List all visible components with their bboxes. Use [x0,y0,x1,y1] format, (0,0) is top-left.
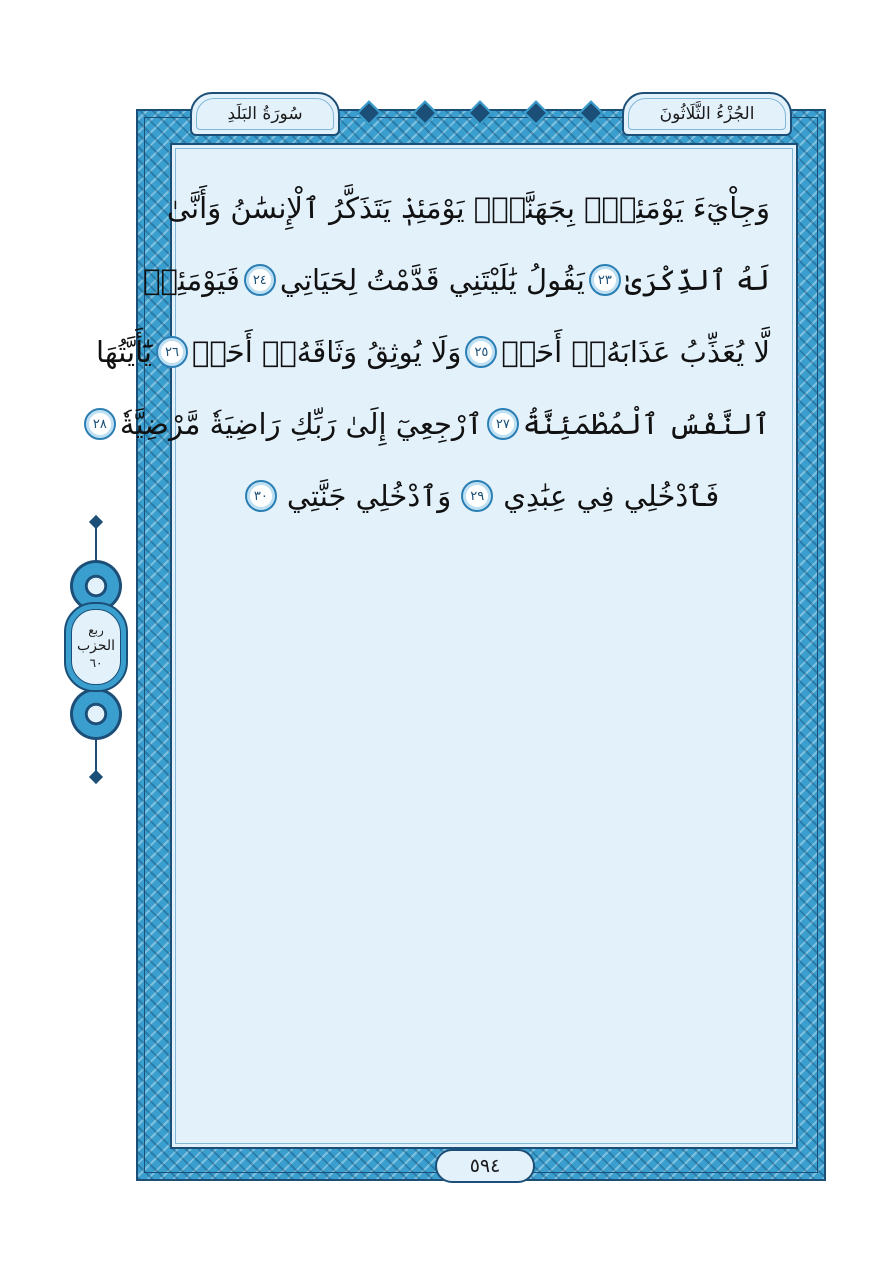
verse-text: وَجِاْيٓءَ يَوْمَئِذِۭ بِجَهَنَّمَۚ يَوْمَئِذٖ يَتَذَكَّرُ ٱلْإِنسَٰنُ وَأَنَّىٰ [166,190,770,225]
ayah-number-marker: ٢٩ [461,480,493,512]
ornament-diamond [412,100,437,125]
stem-diamond-icon [89,515,103,529]
verse-text: لَهُ ٱلذِّكْرَىٰ [624,262,770,297]
ayah-number-marker: ٣٠ [245,480,277,512]
verse-line-5 [190,460,770,532]
ornament-diamond [356,100,381,125]
verse-text: ٱلنَّفْسُ ٱلْمُطْمَئِنَّةُ [522,406,770,441]
ayah-number-marker: ٢٦ [156,336,188,368]
hizb-marker-label [71,609,121,685]
verse-line-2 [143,244,770,316]
ayah-number-marker: ٢٣ [589,264,621,296]
hizb-rosette-icon [70,688,122,740]
verse-text: يَٰٓأَيَّتُهَا [96,334,152,369]
juz-title: الجُزْءُ الثَّلَاثُونَ [659,104,755,124]
stem-diamond-icon [89,770,103,784]
page-number-text: ٥٩٤ [469,1155,501,1177]
verses-block [92,172,770,532]
verse-line-4 [92,388,770,460]
hizb-number: ٦٠ [89,655,103,670]
ayah-number-marker: ٢٧ [487,408,519,440]
verse-text: ٱرْجِعِيٓ إِلَىٰ رَبِّكِ رَاضِيَةٗ مَّرْضِيَّةٗ [119,406,483,441]
verse-text: فَٱدْخُلِي فِي عِبَٰدِي [503,478,720,513]
header-ornament [360,98,600,128]
ayah-number-marker: ٢٤ [244,264,276,296]
verse-line-3 [96,316,770,388]
juz-title-cartouche [622,92,792,136]
ornament-diamond [578,100,603,125]
page-number [435,1149,535,1183]
verse-text: لَّا يُعَذِّبُ عَذَابَهُۥٓ أَحَدٞ [501,334,770,369]
verse-text: فَيَوْمَئِذٖ [143,262,240,297]
ornament-diamond [523,100,548,125]
verse-text: يَقُولُ يَٰلَيْتَنِي قَدَّمْتُ لِحَيَاتِي [279,262,585,297]
ayah-number-marker: ٢٥ [465,336,497,368]
verse-text: وَلَا يُوثِقُ وَثَاقَهُۥٓ أَحَدٞ [191,334,462,369]
surah-title: سُورَةُ البَلَدِ [227,104,303,124]
ornament-diamond [467,100,492,125]
verse-line-1 [166,172,770,244]
hizb-marker [64,602,128,692]
hizb-label: الحزب [76,638,116,655]
surah-title-cartouche [190,92,340,136]
ayah-number-marker: ٢٨ [84,408,116,440]
verse-text: وَٱدْخُلِي جَنَّتِي [286,478,452,513]
hizb-quarter: ربع [88,623,104,638]
